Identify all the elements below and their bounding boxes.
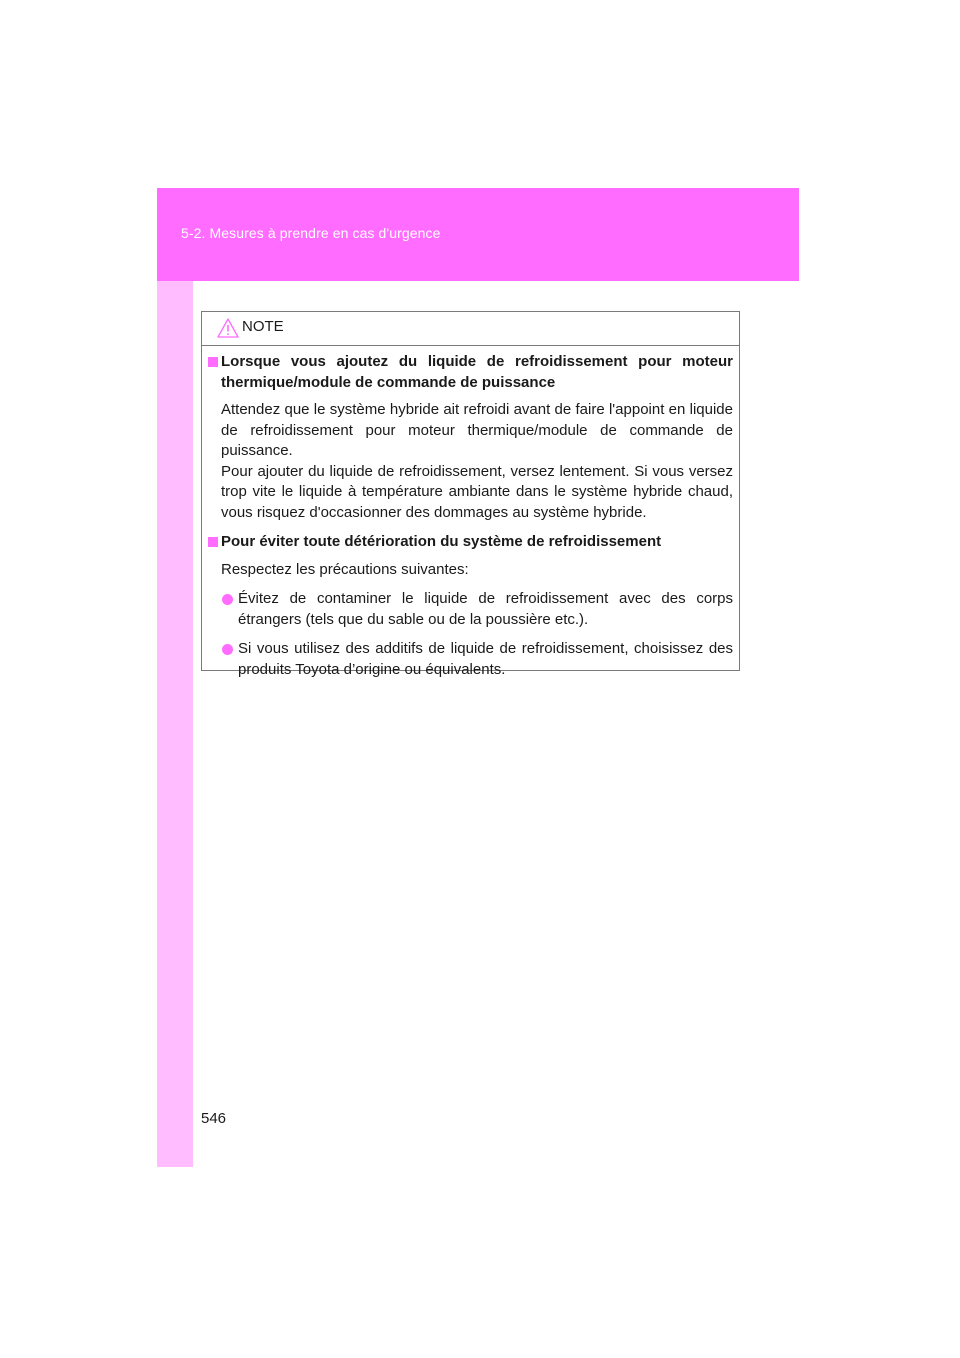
list-item-text: Évitez de contaminer le liquide de refroidissement avec des corps étrangers (tels que du sable ou de la poussière etc.). [238, 590, 733, 628]
side-tab-strip [157, 281, 193, 1167]
topic-heading-text: Pour éviter toute détérioration du système de refroidissement [221, 533, 662, 550]
topic-heading [202, 532, 739, 553]
section-title: 5-2. Mesures à prendre en cas d'urgence [181, 225, 441, 241]
header-band [157, 188, 799, 281]
paragraph [202, 400, 739, 523]
square-bullet-icon [208, 537, 218, 547]
paragraph-text: Respectez les précautions suivantes: [221, 560, 469, 578]
note-body [202, 352, 739, 680]
note-title: NOTE [242, 318, 284, 335]
note-box [201, 311, 740, 678]
warning-triangle-icon [217, 318, 239, 338]
square-bullet-icon [208, 357, 218, 367]
page-number: 546 [201, 1110, 227, 1127]
topic-heading-text: Lorsque vous ajoutez du liquide de refroidissement pour moteur thermique/module de commande de puissance [221, 353, 733, 391]
paragraph-text: Pour ajouter du liquide de refroidissement, versez lentement. Si vous versez trop vite le liquide à température ambiante dans le système hybride chaud, vous risquez d'occasionner des dommages au système hybride. [221, 462, 733, 521]
note-header [202, 312, 739, 346]
list-item [202, 639, 739, 680]
list-item-text: Si vous utilisez des additifs de liquide de refroidissement, choisissez des produits Toyota d’origine ou équivalents. [238, 640, 733, 678]
circle-bullet-icon [222, 594, 233, 605]
paragraph [202, 560, 739, 581]
topic-heading [202, 352, 739, 393]
paragraph-text: Attendez que le système hybride ait refroidi avant de faire l'appoint en liquide de refroidissement pour moteur thermique/module de commande de puissance. [221, 401, 733, 459]
circle-bullet-icon [222, 644, 233, 655]
list-item [202, 589, 739, 630]
